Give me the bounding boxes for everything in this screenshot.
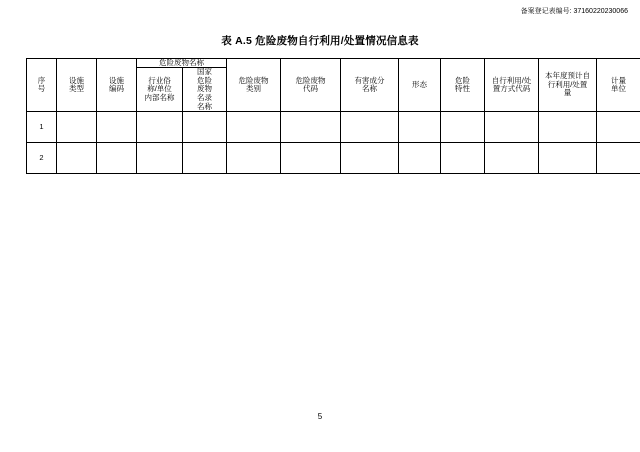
table-header bbox=[27, 59, 640, 112]
cell-measurement-unit[interactable] bbox=[597, 143, 640, 174]
header-measurement-unit: 计量单位 bbox=[597, 59, 640, 112]
header-annual-planned-amount: 本年度预计自行利用/处置量 bbox=[539, 59, 597, 112]
page-title: 表 A.5 危险废物自行利用/处置情况信息表 bbox=[221, 35, 419, 47]
cell-facility-code[interactable] bbox=[97, 143, 137, 174]
hazardous-waste-table bbox=[26, 58, 640, 174]
hazardous-waste-table-container bbox=[26, 58, 626, 174]
cell-harmful-component-name[interactable] bbox=[341, 112, 399, 143]
cell-waste-code[interactable] bbox=[281, 143, 341, 174]
cell-facility-type[interactable] bbox=[57, 112, 97, 143]
header-row-top bbox=[27, 59, 640, 68]
record-registration-number: 备案登记表编号: 37160220230066 bbox=[520, 8, 628, 15]
header-utilization-disposal-method-code: 自行利用/处置方式代码 bbox=[485, 59, 539, 112]
cell-harmful-component-name[interactable] bbox=[341, 143, 399, 174]
header-facility-type: 设施类型 bbox=[57, 59, 97, 112]
cell-waste-code[interactable] bbox=[281, 112, 341, 143]
cell-facility-code[interactable] bbox=[97, 112, 137, 143]
cell-utilization-disposal-method-code[interactable] bbox=[485, 143, 539, 174]
header-harmful-component-name: 有害成分名称 bbox=[341, 59, 399, 112]
table-body bbox=[27, 112, 640, 174]
header-facility-code: 设施编码 bbox=[97, 59, 137, 112]
cell-hazard-property[interactable] bbox=[441, 112, 485, 143]
cell-industry-common-name[interactable] bbox=[137, 112, 183, 143]
page-number: 5 bbox=[317, 412, 323, 421]
cell-seq-no: 2 bbox=[27, 143, 57, 174]
cell-national-catalog-name[interactable] bbox=[183, 112, 227, 143]
cell-national-catalog-name[interactable] bbox=[183, 143, 227, 174]
header-physical-form: 形态 bbox=[399, 59, 441, 112]
table-row bbox=[27, 143, 640, 174]
cell-seq-no: 1 bbox=[27, 112, 57, 143]
cell-physical-form[interactable] bbox=[399, 143, 441, 174]
header-waste-category: 危险废物类别 bbox=[227, 59, 281, 112]
cell-hazard-property[interactable] bbox=[441, 143, 485, 174]
header-hazard-property: 危险特性 bbox=[441, 59, 485, 112]
cell-waste-category[interactable] bbox=[227, 112, 281, 143]
header-seq-no: 序号 bbox=[27, 59, 57, 112]
header-industry-common-name: 行业俗称/单位内部名称 bbox=[137, 68, 183, 112]
header-national-catalog-name: 国家危险废物名录名称 bbox=[183, 68, 227, 112]
cell-industry-common-name[interactable] bbox=[137, 143, 183, 174]
header-waste-name-group: 危险废物名称 bbox=[137, 59, 227, 68]
cell-utilization-disposal-method-code[interactable] bbox=[485, 112, 539, 143]
cell-measurement-unit[interactable] bbox=[597, 112, 640, 143]
cell-facility-type[interactable] bbox=[57, 143, 97, 174]
cell-annual-planned-amount[interactable] bbox=[539, 112, 597, 143]
cell-waste-category[interactable] bbox=[227, 143, 281, 174]
cell-physical-form[interactable] bbox=[399, 112, 441, 143]
cell-annual-planned-amount[interactable] bbox=[539, 143, 597, 174]
table-row bbox=[27, 112, 640, 143]
header-waste-code: 危险废物代码 bbox=[281, 59, 341, 112]
